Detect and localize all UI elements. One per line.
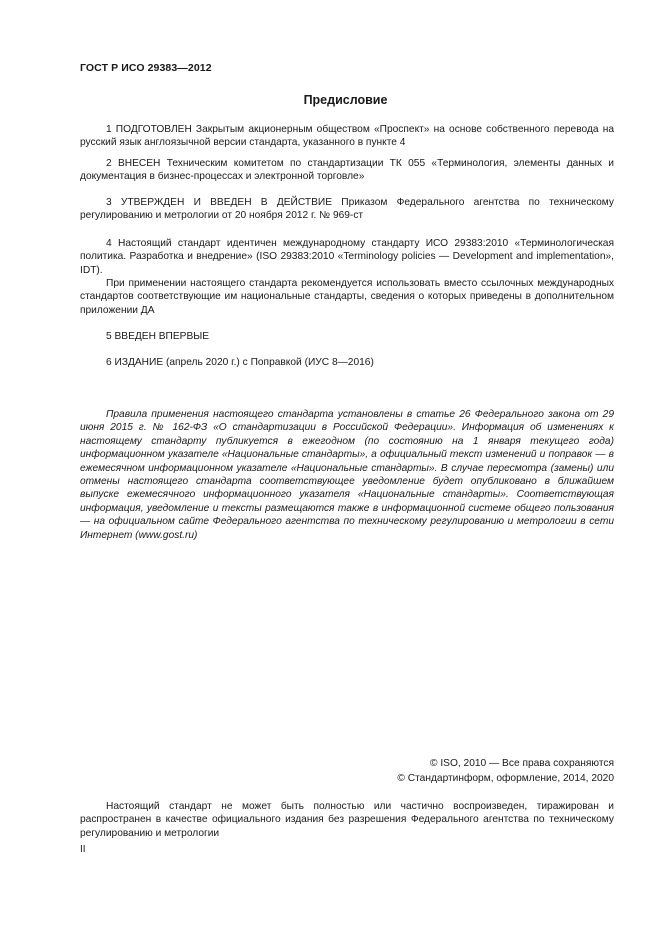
paragraph-3: 3 УТВЕРЖДЕН И ВВЕДЕН В ДЕЙСТВИЕ Приказом Федерального агентства по техническому регулированию и метрологии от 20 ноября 2012 г. № 969-ст [80, 197, 614, 222]
page-title: Предисловие [303, 93, 388, 107]
paragraph-4: 4 Настоящий стандарт идентичен международному стандарту ИСО 29383:2010 «Терминологическая политика. Разработка и внедрение» (ISO 29383:2010 «Terminology policies — Development and implementation», IDT). [80, 238, 614, 276]
copyright-iso: © ISO, 2010 — Все права сохраняются [430, 758, 614, 769]
paragraph-6: 6 ИЗДАНИЕ (апрель 2020 г.) с Поправкой (ИУС 8—2016) [106, 357, 374, 368]
document-code: ГОСТ Р ИСО 29383—2012 [80, 62, 212, 74]
paragraph-4-note: При применении настоящего стандарта рекомендуется использовать вместо ссылочных международных стандартов соответствующие им национальные стандарты, сведения о которых приведены в дополнительном приложении ДА [80, 278, 614, 316]
page-number: II [80, 844, 86, 855]
paragraph-2: 2 ВНЕСЕН Техническим комитетом по стандартизации ТК 055 «Терминология, элементы данных и документация в бизнес-процессах и электронной торговле» [80, 158, 614, 183]
copyright-standartinform: © Стандартинформ, оформление, 2014, 2020 [397, 773, 614, 784]
paragraph-1: 1 ПОДГОТОВЛЕН Закрытым акционерным обществом «Проспект» на основе собственного перевода на русский язык англоязычной версии стандарта, указанного в пункте 4 [80, 124, 614, 149]
paragraph-5: 5 ВВЕДЕН ВПЕРВЫЕ [106, 331, 210, 342]
reproduction-notice: Настоящий стандарт не может быть полностью или частично воспроизведен, тиражирован и распространен в качестве официального издания без разрешения Федерального агентства по техническому регулированию и метрологии [80, 801, 614, 839]
application-notice: Правила применения настоящего стандарта установлены в статье 26 Федерального закона от 29 июня 2015 г. № 162-ФЗ «О стандартизации в Российской Федерации». Информация об изменениях к настоящему стандарту публикуется в ежегодном (по состоянию на 1 января текущего года) информационном указателе «Национальные стандарты», а официальный текст изменений и поправок — в ежемесячном информационном указателе «Национальные стандарты». В случае пересмотра (замены) или отмены настоящего стандарта соответствующее уведомление будет опубликовано в ближайшем выпуске ежемесячного информационного указателя «Национальные стандарты». Соответствующая информация, уведомление и тексты размещаются также в информационной системе общего пользования — на официальном сайте Федерального агентства по техническому регулированию и метрологии в сети Интернет (www.gost.ru) [80, 409, 614, 541]
